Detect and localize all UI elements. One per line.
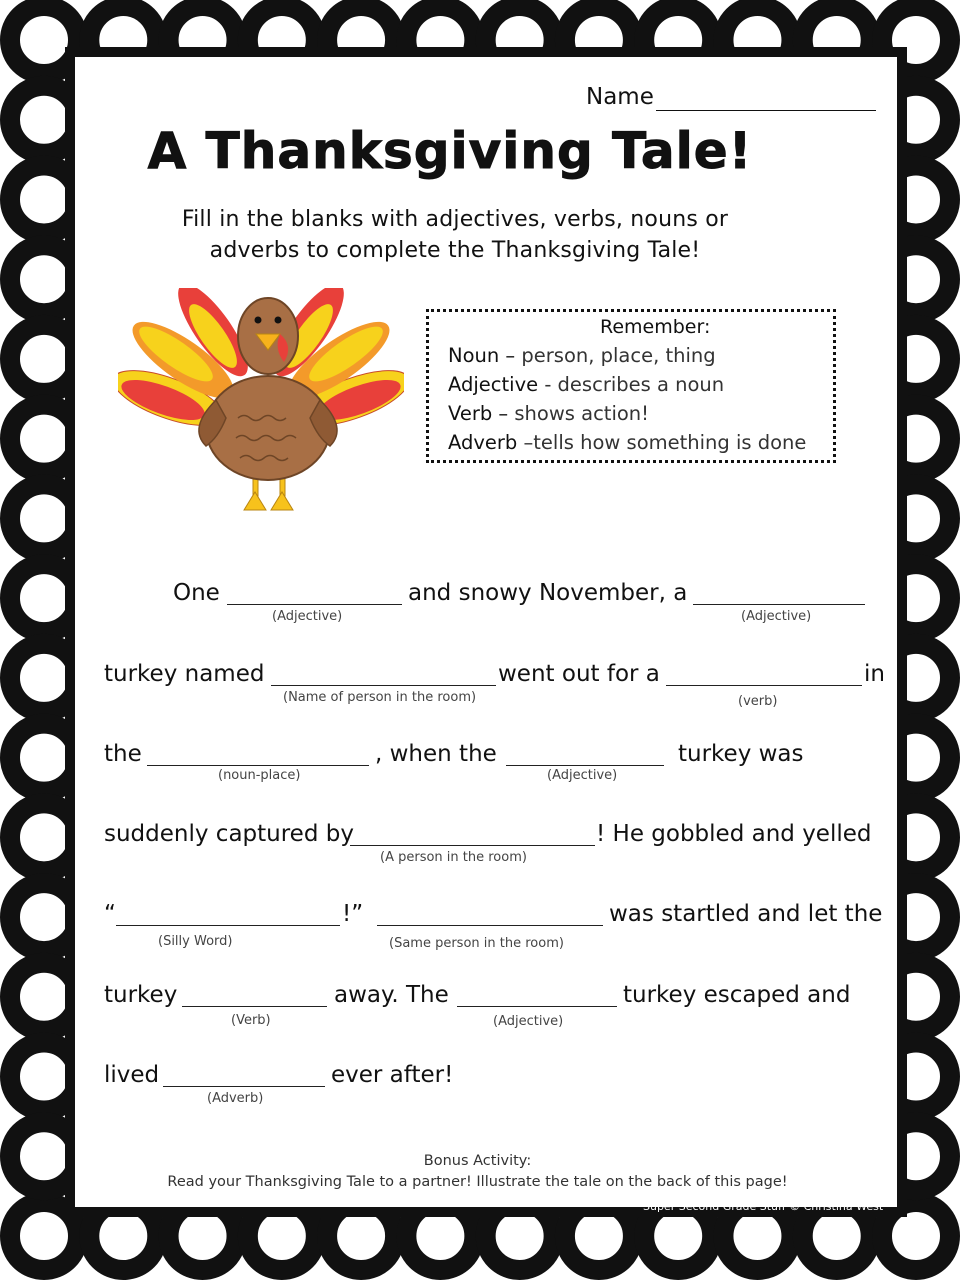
story-text: was startled and let the	[609, 901, 883, 927]
hint-label: (Same person in the room)	[389, 936, 564, 951]
bonus-text: Read your Thanksgiving Tale to a partner! Illustrate the tale on the back of this page!	[167, 1174, 788, 1190]
blank-noun-place[interactable]	[147, 747, 369, 766]
story-text: , when the	[375, 741, 497, 767]
bonus-title: Bonus Activity:	[423, 1153, 532, 1169]
hint-label: (noun-place)	[218, 768, 301, 783]
turkey-illustration	[118, 288, 404, 518]
hint-label: (A person in the room)	[380, 850, 527, 865]
hint-label: (Adjective)	[493, 1014, 564, 1029]
definition-adverb: Adverb –tells how something is done	[448, 431, 807, 454]
blank-adjective-1[interactable]	[227, 586, 402, 605]
definition-noun: Noun – person, place, thing	[448, 344, 716, 367]
credit-text: Super Second Grade Stuff © Christina West	[643, 1200, 884, 1213]
blank-person[interactable]	[350, 827, 595, 846]
blank-adjective-3[interactable]	[506, 747, 664, 766]
story-text: turkey escaped and	[623, 982, 851, 1008]
hint-label: (Name of person in the room)	[283, 690, 477, 705]
story-text: in	[864, 661, 885, 687]
blank-silly-word[interactable]	[116, 907, 340, 926]
story-text: ever after!	[331, 1062, 454, 1088]
hint-label: (Adjective)	[272, 609, 343, 624]
story-text: !”	[342, 901, 364, 927]
story-text: the	[104, 741, 142, 767]
blank-adjective-4[interactable]	[457, 988, 617, 1007]
blank-same-person[interactable]	[377, 907, 603, 926]
story-text: away. The	[334, 982, 449, 1008]
hint-label: (Silly Word)	[158, 934, 233, 949]
remember-title: Remember:	[600, 316, 711, 338]
name-label: Name	[586, 84, 654, 110]
hint-label: (Adverb)	[207, 1091, 264, 1106]
instructions-line-1: Fill in the blanks with adjectives, verbs, nouns or	[181, 207, 729, 232]
story-text: turkey	[104, 982, 178, 1008]
story-text: suddenly captured by	[104, 821, 354, 847]
story-text: lived	[104, 1062, 160, 1088]
page-title: A Thanksgiving Tale!	[147, 122, 753, 180]
instructions-line-2: adverbs to complete the Thanksgiving Tale!	[209, 238, 701, 263]
story-text: and snowy November, a	[408, 580, 688, 606]
story-text: One	[173, 580, 220, 606]
blank-adverb[interactable]	[163, 1068, 325, 1087]
definition-adjective: Adjective - describes a noun	[448, 373, 725, 396]
blank-verb-2[interactable]	[182, 988, 327, 1007]
hint-label: (Verb)	[231, 1013, 271, 1028]
definition-verb: Verb – shows action!	[448, 402, 649, 425]
story-text: turkey was	[678, 741, 804, 767]
blank-verb-1[interactable]	[666, 667, 862, 686]
hint-label: (Adjective)	[741, 609, 812, 624]
blank-adjective-2[interactable]	[693, 586, 865, 605]
hint-label: (verb)	[738, 694, 778, 709]
story-text: went out for a	[498, 661, 660, 687]
story-text: ! He gobbled and yelled	[596, 821, 872, 847]
name-field[interactable]	[656, 110, 876, 111]
story-text: “	[104, 901, 116, 927]
hint-label: (Adjective)	[547, 768, 618, 783]
story-text: turkey named	[104, 661, 265, 687]
blank-name[interactable]	[271, 667, 496, 686]
